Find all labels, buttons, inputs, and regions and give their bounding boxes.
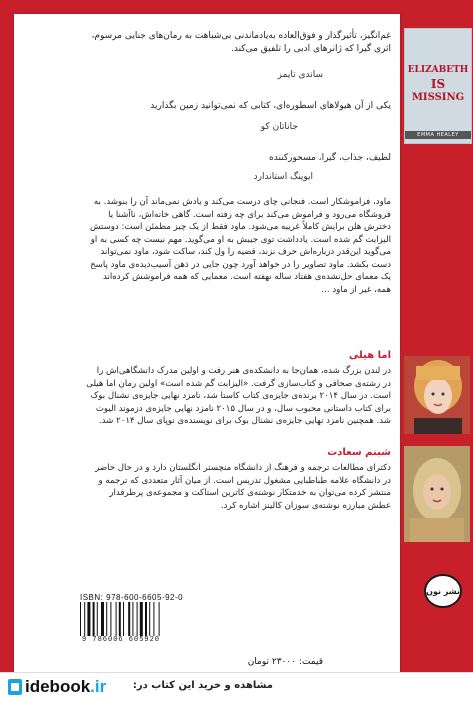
book-cover-thumbnail	[404, 28, 472, 144]
synopsis: ماود، فراموشکار است. فنجانی چای درست می‌کند و یادش نمی‌ماند آن را بنوشد. به فروشگاه می‌رود و فراموش می‌کند برای چه رفته است. گاهی خانه‌اش، ناآشنا یا دخترش هلن برایش کاملاً غریبه می‌شود. ماود فقط از یک چیز مطمئن است: دوستش الیزابت گم شده است. یادداشت توی جیبش به او می‌گوید. مهم نیست چه کسی به او می‌گوید این‌قدر درباره‌اش حرف نزند، قضیه را ول کند، ساکت شود، ماود نمی‌تواند دست بکشد. ماود تصاویر را در خواهد آورد چون جایی در ذهن آسیب‌دیده‌ی ماود پاسخ یک معمای حل‌نشده‌ی هفتاد ساله نهفته است. معمایی که همه فراموشش کرده‌اند همه، غیر از ماود ...	[90, 197, 391, 295]
author-name: اما هیلی	[348, 350, 391, 361]
footer-bar[interactable]	[0, 672, 473, 701]
cover-author: EMMA HEALEY	[405, 131, 471, 139]
author-bio: در لندن بزرگ شده، همان‌جا به دانشکده‌ی هنر رفت و اولین مدرک دانشگاهی‌اش را در رشته‌ی صحافی و کتاب‌سازی گرفت. «الیزابت گم شده است» اولین رمان اما هیلی است. در سال ۲۰۱۴ برنده‌ی جایزه‌ی کتاب کاستا شد، نامزد نهایی جایزه‌ی نشنال بوک برای کتاب داستانی محبوب سال، و در سال ۲۰۱۵ نامزد نهایی جایزه‌ی دزموند الیوت شد. همچنین نامزد نهایی جایزه‌ی نشنال بوک برای نویسنده‌ی نوپای سال ۲۰۱۴ شد.	[86, 366, 391, 426]
isbn-text: ISBN: 978-600-6605-92-0	[80, 593, 184, 602]
translator-portrait	[404, 446, 470, 542]
back-cover-panel	[14, 14, 400, 676]
price-text: قیمت: ۲۳۰۰۰ تومان	[247, 657, 323, 667]
translator-portrait-illustration	[404, 446, 470, 542]
book-icon	[8, 679, 22, 695]
site-brand[interactable]	[8, 677, 106, 697]
review-3-source: ایوینگ استاندارد	[253, 172, 313, 182]
publisher-logo-text: نشر نون	[426, 586, 460, 596]
footer-cta: مشاهده و خرید این کتاب در:	[132, 680, 273, 691]
translator-bio: دکترای مطالعات ترجمه و فرهنگ از دانشگاه منچستر انگلستان دارد و در حال حاضر در دانشگاه علامه طباطبایی مشغول تدریس است. از میان آثار متعددی که ترجمه و منتشر کرده می‌توان به خدمتکار نوشته‌ی کاترین استاکت و مجموعه‌ی پرطرفدار عطش مبارزه نوشته‌ی سوزان کالینز اشاره کرد.	[95, 463, 391, 511]
review-2-source: جاناتان کو	[260, 122, 298, 132]
publisher-logo	[424, 574, 462, 608]
author-portrait-illustration	[404, 356, 470, 434]
cover-title-line3: MISSING	[411, 92, 465, 103]
author-portrait	[404, 356, 470, 434]
brand-tld: .ir	[90, 677, 107, 696]
barcode-image	[78, 602, 188, 636]
review-2-quote: یکی از آن هیولاهای اسطوره‌ای، کتابی که نمی‌توانید زمین بگذارید	[150, 101, 391, 111]
cover-title-line2: IS	[430, 77, 446, 91]
cover-title-line1: ELIZABETH	[407, 65, 469, 75]
brand-main: idebook	[25, 677, 91, 696]
translator-name: شبنم سعادت	[327, 447, 391, 458]
review-3-quote: لطیف، جذاب، گیرا، مسحورکننده	[269, 153, 391, 163]
review-1-quote: غم‌انگیز، تأثیرگذار و فوق‌العاده به‌یادماندنی بی‌شباهت به رمان‌های جنایی مرسوم، اثری گیرا که ژانرهای ادبی را تلفیق می‌کند.	[91, 31, 391, 54]
review-1-source: ساندی تایمز	[277, 70, 323, 80]
barcode-number: 9 786006 605920	[82, 636, 161, 644]
